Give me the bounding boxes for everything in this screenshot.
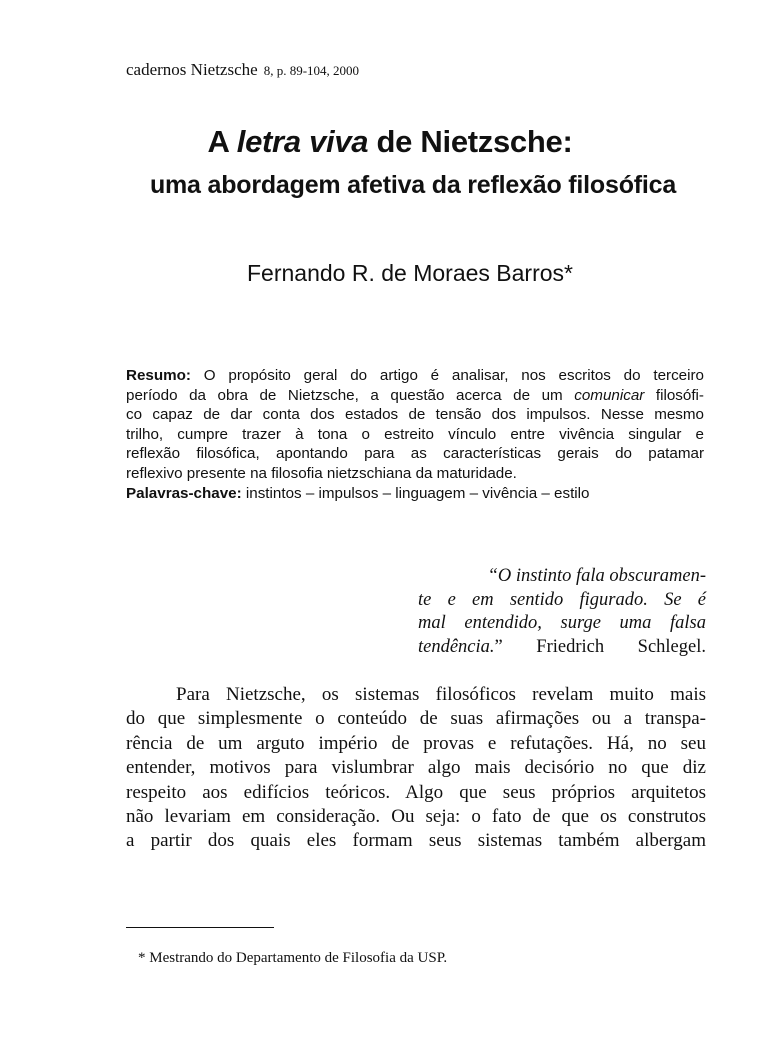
body-line: respeito aos edifícios teóricos. Algo que seus próprios arquitetos: [126, 781, 706, 803]
article-author: Fernando R. de Moraes Barros*: [247, 260, 573, 286]
body-line: não levariam em consideração. Ou seja: o fato de que os construtos: [126, 806, 706, 828]
journal-name: cadernos Nietzsche: [126, 60, 258, 79]
journal-reference: 8, p. 89-104, 2000: [263, 63, 360, 78]
abstract-line: trilho, cumpre trazer à tona o estreito vínculo entre vivência singular e: [126, 425, 704, 443]
journal-header: [126, 60, 359, 80]
abstract-italic-term: comunicar: [574, 386, 645, 404]
body-line: rência de um arguto império de provas e refutações. Há, no seu: [126, 732, 706, 754]
body-paragraph: [126, 683, 706, 854]
body-line: a partir dos quais eles formam seus sistemas também albergam: [126, 830, 706, 852]
title-italic: letra viva: [236, 124, 369, 159]
epigraph-line: te e em sentido figurado. Se é: [418, 589, 706, 610]
keywords-label: Palavras-chave:: [126, 484, 242, 502]
footnote-divider: [126, 927, 274, 928]
epigraph-line: [418, 636, 706, 660]
abstract-label: Resumo:: [126, 367, 191, 384]
abstract-line: Resumo: O propósito geral do artigo é analisar, nos escritos do terceiro: [126, 367, 704, 384]
abstract-line: co capaz de dar conta dos estados de tensão dos impulsos. Nesse mesmo: [126, 406, 704, 424]
footnote: * Mestrando do Departamento de Filosofia da USP.: [138, 950, 448, 966]
abstract-line: reflexivo presente na filosofia nietzschiana da maturidade.: [126, 464, 517, 482]
epigraph-italic-word: tendência.: [418, 636, 495, 657]
epigraph-attribution: ” Friedrich Schlegel.: [494, 636, 706, 657]
epigraph: [418, 565, 706, 659]
epigraph-line: mal entendido, surge uma falsa: [418, 613, 706, 634]
abstract-line: reflexão filosófica, apontando para as características gerais do patamar: [126, 445, 704, 463]
epigraph-line: “O instinto fala obscuramen-: [487, 566, 706, 586]
abstract-line: período da obra de Nietzsche, a questão acerca de um comunicar filosófi-: [126, 386, 704, 404]
title-suffix: de Nietzsche:: [368, 124, 573, 159]
title-prefix: A: [207, 124, 237, 159]
body-line: do que simplesmente o conteúdo de suas afirmações ou a transpa-: [126, 708, 706, 730]
abstract: [126, 366, 704, 503]
keywords-line: [126, 484, 704, 504]
keywords: instintos – impulsos – linguagem – vivência – estilo: [241, 484, 590, 502]
body-line: entender, motivos para vislumbrar algo mais decisório no que diz: [126, 757, 706, 779]
article-subtitle: uma abordagem afetiva da reflexão filosófica: [149, 171, 677, 199]
article-title: [0, 124, 780, 160]
body-line: Para Nietzsche, os sistemas filosóficos revelam muito mais: [176, 684, 706, 705]
